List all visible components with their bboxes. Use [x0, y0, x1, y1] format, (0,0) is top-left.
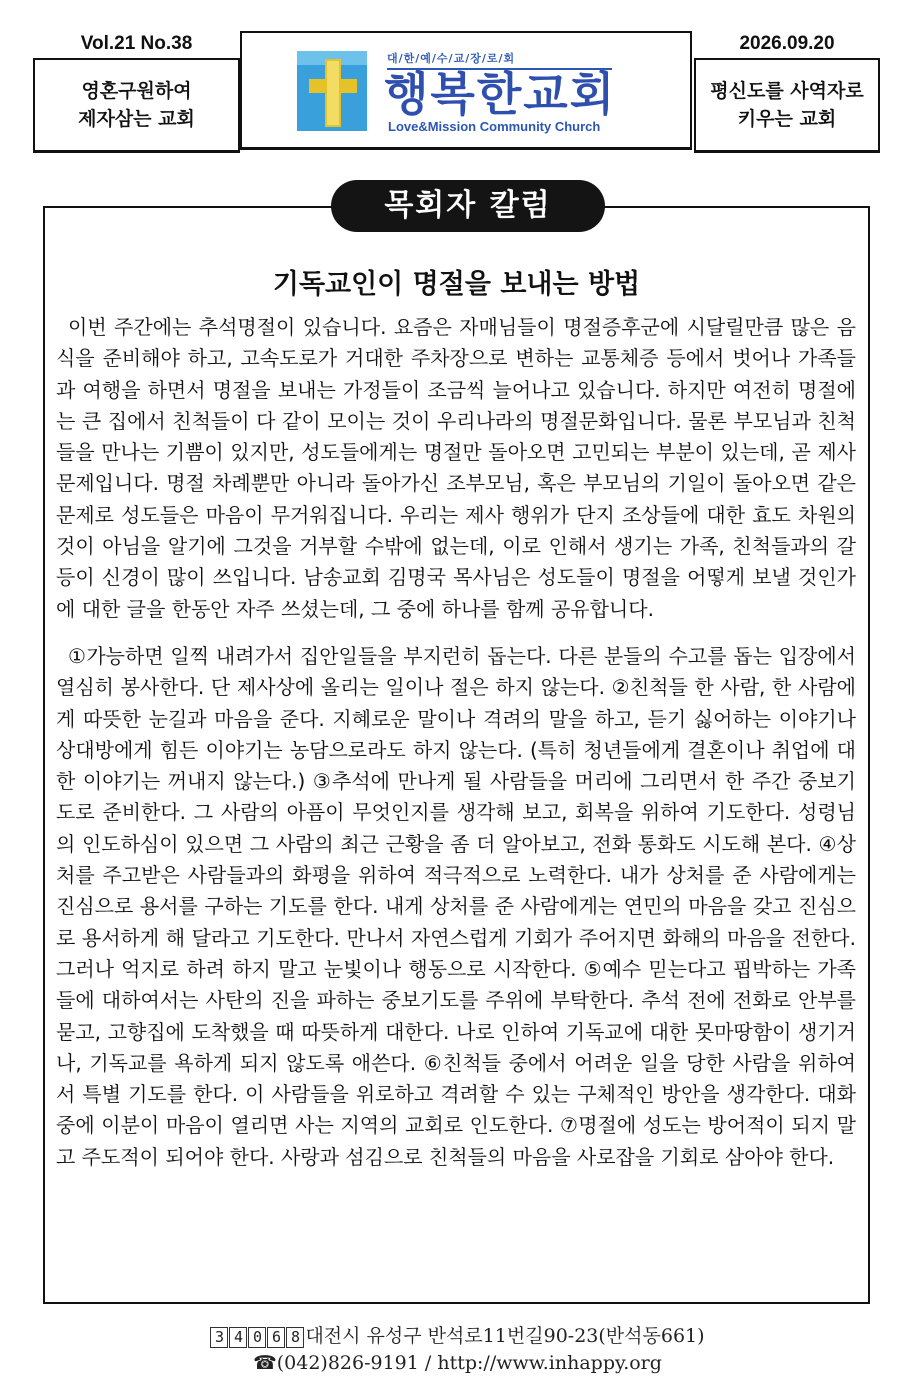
phone-icon: ☎: [253, 1352, 277, 1374]
denomination-label: 대/한/예/수/교/장/로/회: [387, 50, 612, 70]
column-paragraph-2: ①가능하면 일찍 내려가서 집안일들을 부지런히 돕는다. 다른 분들의 수고를 돕는 입장에서 열심히 봉사한다. 단 제사상에 올리는 일이나 절은 하지 않는다. ②친척들 한 사람, 한 사람에게 따뜻한 눈길과 마음을 준다. 지혜로운 말이나 격려의 말을 하고, 듣기 싫어하는 이야기나 상대방에게 힘든 이야기는 농담으로라도 하지 않는다. (특히 청년들에게 결혼이나 취업에 대한 이야기는 꺼내지 않는다.) ③추석에 만나게 될 사람들을 머리에 그리면서 한 주간 중보기도로 준비한다. 그 사람의 아픔이 무엇인지를 생각해 보고, 회복을 위하여 기도한다. 성령님의 인도하심이 있으면 그 사람의 최근 근황을 좀 더 알아보고, 전화 통화도 시도해 본다. ④상처를 주고받은 사람들과의 화평을 위하여 적극적으로 노력한다. 내가 상처를 준 사람에게는 진심으로 용서를 구하는 기도를 한다. 내게 상처를 준 사람에게는 연민의 마음을 갖고 진심으로 용서하게 해 달라고 기도한다. 만나서 자연스럽게 기회가 주어지면 화해의 마음을 전한다. 그러나 억지로 하려 하지 말고 눈빛이나 행동으로 시작한다. ⑤예수 믿는다고 핍박하는 가족들에 대하여서는 사탄의 진을 파하는 중보기도를 주위에 부탁한다. 추석 전에 전화로 안부를 묻고, 고향집에 도착했을 때 따뜻하게 대한다. 나로 인하여 기독교에 대한 못마땅함이 생기거나, 기독교를 욕하게 되지 않도록 애쓴다. ⑥친척들 중에서 어려운 일을 당한 사람을 위하여서 특별 기도를 한다. 이 사람들을 위로하고 격려할 수 있는 구체적인 방안을 생각한다. 대화 중에 이분이 마음이 열리면 사는 지역의 교회로 인도한다. ⑦명절에 성도는 방어적이 되지 말고 주도적이 되어야 한다. 사랑과 섬김으로 친척들의 마음을 사로잡을 기회로 삼아야 한다.: [56, 643, 856, 1169]
zip-digit: 8: [286, 1327, 304, 1348]
zip-digit: 3: [210, 1327, 228, 1348]
header-left: [33, 28, 240, 153]
issue-date: 2026.09.20: [739, 33, 835, 54]
column-paragraph-1: 이번 주간에는 추석명절이 있습니다. 요즘은 자매님들이 명절증후군에 시달릴만큼 많은 음식을 준비해야 하고, 고속도로가 거대한 주차장으로 변하는 교통체증 등에서 벗어나 가족들과 여행을 하면서 명절을 보내는 가정들이 조금씩 늘어나고 있습니다. 하지만 여전히 명절에는 큰 집에서 친척들이 다 같이 모이는 것이 우리나라의 명절문화입니다. 물론 부모님과 친척들을 만나는 기쁨이 있지만, 성도들에게는 명절만 돌아오면 고민되는 부분이 있는데, 곧 제사문제입니다. 명절 차례뿐만 아니라 돌아가신 조부모님, 혹은 부모님의 기일이 돌아오면 같은 문제로 성도들은 마음이 무거워집니다. 우리는 제사 행위가 단지 조상들에 대한 효도 차원의 것이 아님을 알기에 그것을 거부할 수밖에 없는데, 이로 인해서 생기는 가족, 친척들과의 갈등이 신경이 많이 쓰입니다. 남송교회 김명국 목사님은 성도들이 명절을 어떻게 보낼 것인가에 대한 글을 한동안 자주 쓰셨는데, 그 중에 하나를 함께 공유합니다.: [56, 315, 856, 621]
column-badge: 목회자 칼럼: [331, 180, 605, 232]
column-body: [56, 312, 856, 1173]
left-motto-line-1: 영혼구원하여: [81, 80, 192, 102]
address-line: [0, 1323, 915, 1350]
right-motto-line-1: 평신도를 사역자로: [710, 80, 864, 102]
church-logo-box: [240, 31, 692, 150]
right-motto-box: [694, 58, 880, 153]
column-title: 기독교인이 명절을 보내는 방법: [272, 269, 641, 300]
zip-digit: 4: [229, 1327, 247, 1348]
zip-digit: 0: [248, 1327, 266, 1348]
church-name: 행복한교회: [384, 67, 617, 121]
address: 대전시 유성구 반석로11번길90-23(반석동661): [305, 1325, 705, 1347]
left-motto-box: [33, 58, 240, 153]
footer: [0, 1323, 915, 1377]
zip-digit: 6: [267, 1327, 285, 1348]
contact-line: [0, 1350, 915, 1377]
cross-logo-icon: [297, 51, 367, 131]
zip-code: [210, 1325, 305, 1347]
church-english-name: Love&Mission Community Church: [388, 119, 601, 134]
right-motto-line-2: 키우는 교회: [737, 108, 837, 130]
left-motto-line-2: 제자삼는 교회: [78, 108, 195, 130]
phone-and-url: (042)826-9191 / http://www.inhappy.org: [276, 1352, 662, 1374]
header-right: [694, 28, 880, 153]
volume-number: Vol.21 No.38: [80, 33, 193, 54]
